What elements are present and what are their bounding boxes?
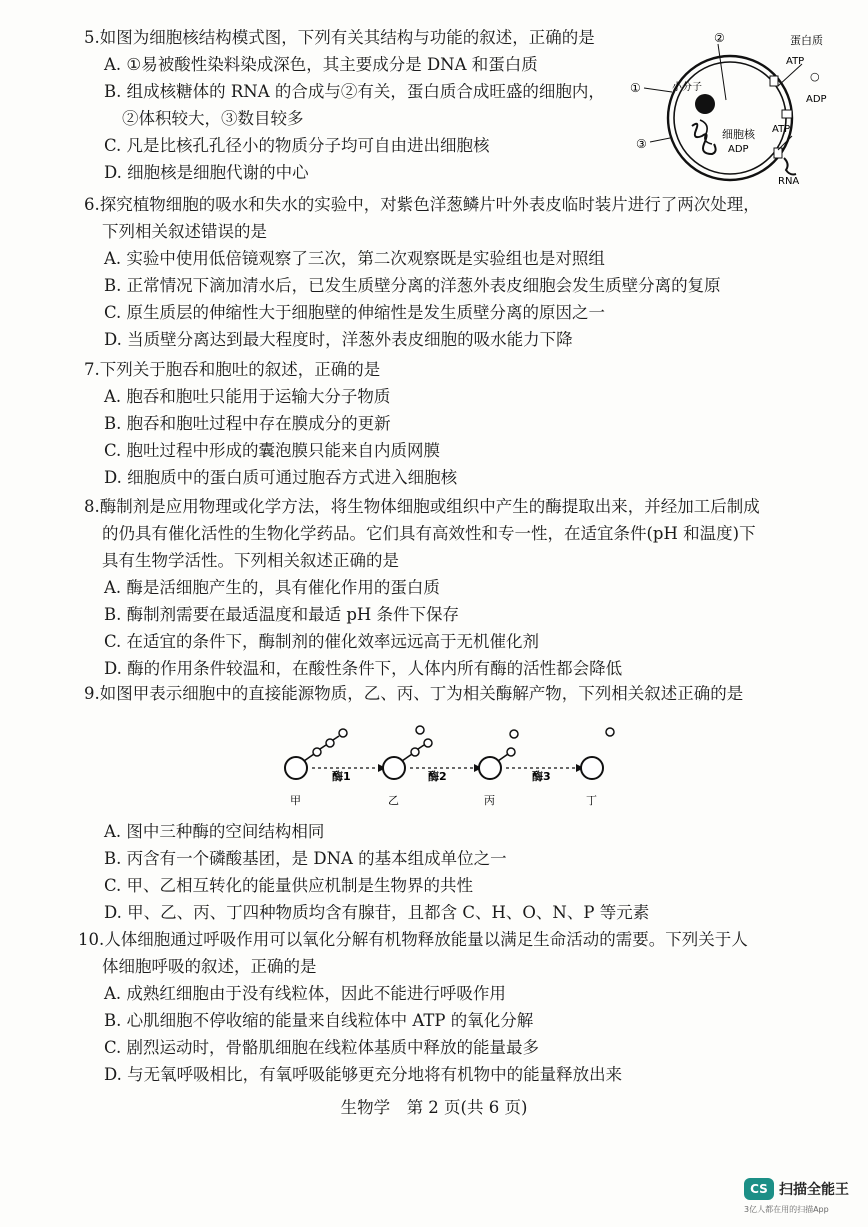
enzyme-1-label: 酶1: [332, 770, 351, 783]
label-three: ③: [636, 137, 647, 151]
label-one: ①: [630, 81, 641, 95]
option-c: C. 原生质层的伸缩性大于细胞壁的伸缩性是发生质壁分离的原因之一: [104, 303, 606, 322]
option-a: A. ①易被酸性染料染成深色，其主要成分是 DNA 和蛋白质: [104, 55, 538, 74]
option-d: D. 酶的作用条件较温和，在酸性条件下，人体内所有酶的活性都会降低: [104, 659, 623, 678]
option-c: C. 凡是比核孔孔径小的物质分子均可自由进出细胞核: [104, 136, 490, 155]
label-adp-right: ADP: [806, 94, 827, 105]
option-d: D. 细胞质中的蛋白质可通过胞吞方式进入细胞核: [104, 468, 458, 487]
enzyme-2-label: 酶2: [428, 770, 447, 783]
question-number: 9.: [84, 684, 100, 703]
option-a: A. 图中三种酶的空间结构相同: [104, 822, 325, 841]
question-9: [84, 680, 814, 707]
question-number: 7.: [84, 360, 100, 379]
option-a: A. 成熟红细胞由于没有线粒体，因此不能进行呼吸作用: [104, 984, 506, 1003]
option-c: C. 胞吐过程中形成的囊泡膜只能来自内质网膜: [104, 441, 441, 460]
question-stem: 9.如图甲表示细胞中的直接能源物质，乙、丙、丁为相关酶解产物，下列相关叙述正确的是: [84, 684, 744, 703]
option-c: C. 在适宜的条件下，酶制剂的催化效率远远高于无机催化剂: [104, 632, 540, 651]
label-atp-top: ATP: [786, 56, 805, 67]
label-jia: 甲: [290, 794, 301, 807]
option-b: B. 心肌细胞不停收缩的能量来自线粒体中 ATP 的氧化分解: [104, 1011, 534, 1030]
question-number: 10.: [78, 930, 105, 949]
label-yi: 乙: [388, 794, 399, 807]
released-phosphate: [510, 730, 518, 738]
question-10: [78, 926, 808, 1088]
option-b: B. 胞吞和胞吐过程中存在膜成分的更新: [104, 414, 391, 433]
option-a: A. 实验中使用低倍镜观察了三次，第二次观察既是实验组也是对照组: [104, 249, 605, 268]
question-stem-continued: 具有生物学活性。下列相关叙述正确的是: [102, 551, 399, 570]
label-rna: RNA: [778, 176, 800, 187]
substance-ding: [581, 757, 603, 779]
rna-strand: [784, 158, 796, 175]
option-c: C. 甲、乙相互转化的能量供应机制是生物界的共性: [104, 876, 474, 895]
question-stem: 7.下列关于胞吞和胞吐的叙述，正确的是: [84, 360, 381, 379]
released-phosphate: [606, 728, 614, 736]
question-stem-continued: 体细胞呼吸的叙述，正确的是: [102, 957, 317, 976]
question-stem: 5.如图为细胞核结构模式图，下列有关其结构与功能的叙述，正确的是: [84, 28, 595, 47]
question-stem: 6.探究植物细胞的吸水和失水的实验中，对紫色洋葱鳞片叶外表皮临时装片进行了两次处理，: [84, 195, 760, 214]
nuclear-pore: [770, 76, 778, 86]
question-8: [84, 493, 814, 682]
atp-hydrolysis-diagram: [270, 716, 630, 810]
small-circle-mark: ○: [810, 70, 820, 83]
option-d: D. 与无氧呼吸相比，有氧呼吸能够更充分地将有机物中的能量释放出来: [104, 1065, 623, 1084]
enzyme-3-label: 酶3: [532, 770, 551, 783]
label-ding: 丁: [586, 794, 597, 807]
option-d: D. 细胞核是细胞代谢的中心: [104, 163, 309, 182]
question-stem-continued: 的仍具有催化活性的生物化学药品。它们具有高效性和专一性，在适宜条件(pH 和温度)下: [102, 524, 756, 543]
label-bing: 丙: [484, 794, 495, 807]
scanner-logo-icon: CS: [744, 1178, 774, 1200]
option-b: B. 正常情况下滴加清水后，已发生质壁分离的洋葱外表皮细胞会发生质壁分离的复原: [104, 276, 721, 295]
released-phosphate: [416, 726, 424, 734]
outer-nuclear-membrane: [668, 56, 792, 180]
nucleus-structure-diagram: [630, 30, 840, 190]
option-b: B. 组成核糖体的 RNA 的合成与②有关，蛋白质合成旺盛的细胞内，: [104, 82, 605, 101]
option-b: B. 丙含有一个磷酸基团，是 DNA 的基本组成单位之一: [104, 849, 507, 868]
label-small-molecule: 小分子: [672, 82, 702, 93]
label-adp-bottom: ADP: [728, 144, 749, 155]
option-d: D. 当质壁分离达到最大程度时，洋葱外表皮细胞的吸水能力下降: [104, 330, 573, 349]
label-protein: 蛋白质: [790, 34, 823, 47]
label-atp-bottom: ATP: [772, 124, 791, 135]
label-two: ②: [714, 31, 725, 45]
scanner-app-name: 扫描全能王: [779, 1182, 849, 1198]
option-c: C. 剧烈运动时，骨骼肌细胞在线粒体基质中释放的能量最多: [104, 1038, 540, 1057]
option-a: A. 胞吞和胞吐只能用于运输大分子物质: [104, 387, 391, 406]
option-b: B. 酶制剂需要在最适温度和最适 pH 条件下保存: [104, 605, 460, 624]
inner-nuclear-membrane: [674, 62, 786, 174]
option-d: D. 甲、乙、丙、丁四种物质均含有腺苷，且都含 C、H、O、N、P 等元素: [104, 903, 650, 922]
scanner-watermark: [744, 1176, 854, 1220]
scanner-tagline: 3亿人都在用的扫描App: [744, 1205, 829, 1214]
question-stem: 8.酶制剂是应用物理或化学方法，将生物体细胞或组织中产生的酶提取出来，并经加工后制成: [84, 497, 760, 516]
nucleolus: [695, 94, 715, 114]
question-7: [84, 356, 814, 491]
label-nucleus: 细胞核: [722, 128, 755, 141]
question-9-options: [84, 818, 814, 926]
question-number: 6.: [84, 195, 100, 214]
question-stem: 10.人体细胞通过呼吸作用可以氧化分解有机物释放能量以满足生命活动的需要。下列关于人: [78, 930, 748, 949]
question-number: 5.: [84, 28, 100, 47]
chromatin: [692, 124, 716, 154]
option-b-continued: ②体积较大，③数目较多: [122, 109, 304, 128]
question-6: [84, 191, 814, 353]
page-footer: 生物学 第 2 页(共 6 页): [340, 1098, 528, 1117]
option-a: A. 酶是活细胞产生的，具有催化作用的蛋白质: [104, 578, 440, 597]
question-stem-continued: 下列相关叙述错误的是: [102, 222, 267, 241]
question-number: 8.: [84, 497, 100, 516]
